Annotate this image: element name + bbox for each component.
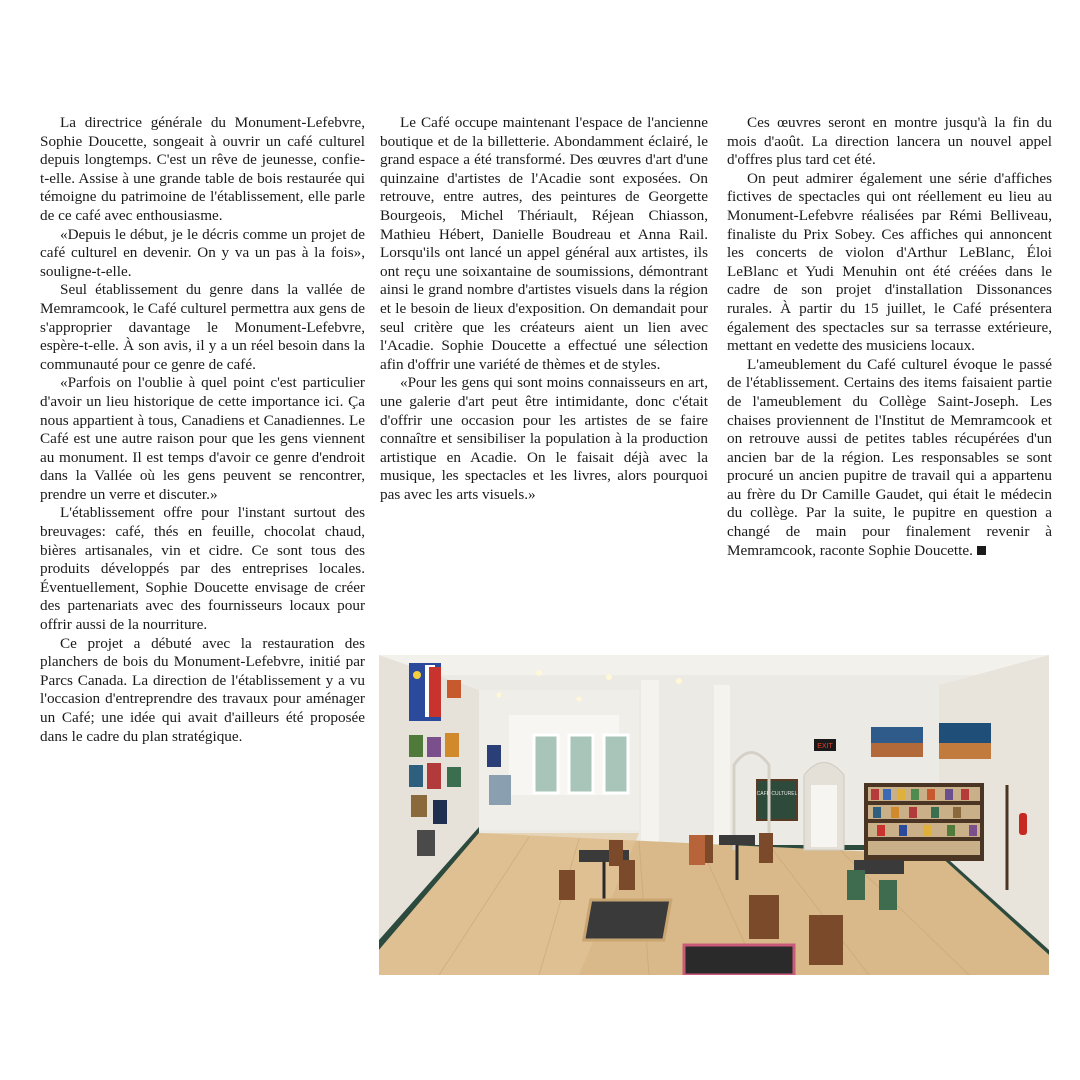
paragraph: Le Café occupe maintenant l'espace de l'ancienne boutique et de la billetterie. Abondamment éclairé, le grand espace a été transformé. Des œuvres d'art d'une quinzaine d'artistes de l'Acadie sont exposées. On retrouve, entre autres, des peintures de Georgette Bourgeois, Michel Thériault, Réjean Chiasson, Mathieu Hébert, Danielle Boudreau et Anna Rail. Lorsqu'ils ont lancé un appel général aux artistes, ils ont reçu une soixantaine de soumissions, démontrant ainsi le grand nombre d'artistes visuels dans la région et le besoin de lieux d'exposition. On demandait pour seul critère que les créateurs aient un lien avec l'Acadie. Sophie Doucette a effectué une sélection afin d'offrir une variété de thèmes et de styles.: [380, 114, 708, 373]
article-column-2: [380, 114, 708, 504]
paragraph: [727, 356, 1052, 561]
paragraph: Ces œuvres seront en montre jusqu'à la fin du mois d'août. La direction lancera un nouvel appel d'offres plus tard cet été.: [727, 114, 1052, 169]
paragraph: Ce projet a débuté avec la restauration des planchers de bois du Monument-Lefebvre, initié par Parcs Canada. La direction de l'établissement y a vu l'occasion d'entreprendre des travaux pour aménager un Café; une idée qui avait d'ailleurs été proposée dans le cadre du plan stratégique.: [40, 634, 365, 745]
cafe-interior-photo: [379, 655, 1049, 975]
paragraph-text: L'ameublement du Café culturel évoque le passé de l'établissement. Certains des items faisaient partie de l'ameublement du Collège Saint-Joseph. Les chaises proviennent de l'Institut de Memramcook et on retrouve aussi de petites tables récupérées d'un ancien bar de la région. Les responsables se sont procuré un ancien pupitre de travail qui a appartenu au frère du Dr Camille Gaudet, qui était le médecin du collège. Par la suite, le pupitre en question a changé de main pour finalement revenir à Memramcook, raconte Sophie Doucette.: [727, 355, 1052, 559]
exit-sign: EXIT: [817, 743, 833, 750]
paragraph: On peut admirer également une série d'affiches fictives de spectacles qui ont réellement eu lieu au Monument-Lefebvre réalisées par Rémi Belliveau, finaliste du Prix Sobey. Ces affiches qui annoncent les concerts de violon d'Arthur LeBlanc, Éloi LeBlanc et Yudi Menuhin ont été créées dans le cadre de son projet d'installation Dissonances rurales. À partir du 15 juillet, le Café présentera également des spectacles sur sa terrasse extérieure, mettant en vedette des musiciens locaux.: [727, 169, 1052, 355]
article-column-1: [40, 114, 365, 746]
paragraph: «Parfois on l'oublie à quel point c'est particulier d'avoir un lieu historique de cette importance ici. Ça nous appartient à tous, Canadiens et Canadiennes. Le Café est une autre raison pour que les gens viennent au monument. Il est temps d'avoir ce genre d'endroit dans la Vallée où les gens peuvent se rencontrer, prendre un verre et discuter.»: [40, 374, 365, 503]
article-column-3: [727, 114, 1052, 560]
chalkboard-text: CAFÉ CULTUREL: [756, 791, 798, 797]
paragraph: L'établissement offre pour l'instant surtout des breuvages: café, thés en feuille, chocolat chaud, bières artisanales, vin et cidre. Ce sont tous des produits développés par des entreprises locales. Éventuellement, Sophie Doucette envisage de créer des partenariats avec des fournisseurs locaux pour offrir aussi de la nourriture.: [40, 504, 365, 634]
paragraph: La directrice générale du Monument-Lefebvre, Sophie Doucette, songeait à ouvrir un café culturel depuis longtemps. C'est un rêve de jeunesse, confie-t-elle. Assise à une grande table de bois restaurée qui témoigne du patrimoine de l'établissement, elle parle de ce café avec enthousiasme.: [40, 114, 365, 224]
paragraph: «Depuis le début, je le décris comme un projet de café culturel en devenir. On y va un pas à la fois», souligne-t-elle.: [40, 225, 365, 280]
end-of-article-mark: [977, 546, 986, 555]
paragraph: Seul établissement du genre dans la vallée de Memramcook, le Café culturel permettra aux gens de s'approprier davantage le Monument-Lefebvre, espère-t-elle. À son avis, il y a un réel besoin dans la communauté pour ce genre de café.: [40, 281, 365, 373]
paragraph: «Pour les gens qui sont moins connaisseurs en art, une galerie d'art peut être intimidante, donc c'était d'offrir une occasion pour les artistes de se faire connaître et sensibiliser la population à la production artistique en Acadie. On le faisait déjà avec la musique, les spectacles et les livres, alors pourquoi pas avec les arts visuels.»: [380, 374, 708, 503]
